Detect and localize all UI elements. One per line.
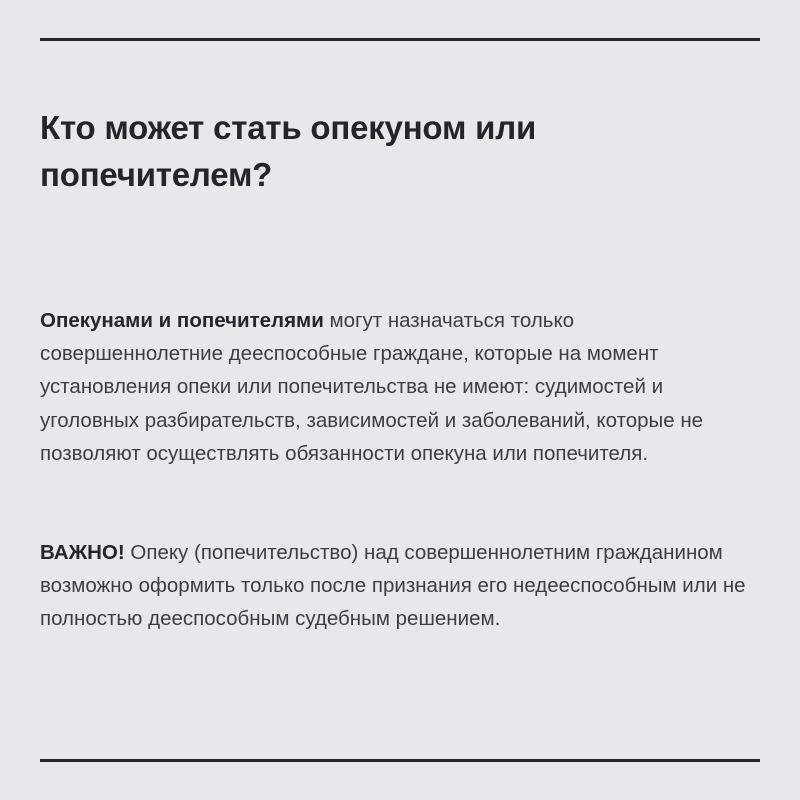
paragraph-eligibility-lead: Опекунами и попечителями <box>40 309 324 332</box>
top-divider <box>40 38 760 41</box>
page-title: Кто может стать опекуном или попечителем? <box>40 109 537 193</box>
paragraph-eligibility-text: могут назначаться только совершеннолетние дееспособные граждане, которые на момент установления опеки или попечительства не имеют: судимостей и уголовных разбирательств, зависимостей и заболеваний, которые не позволяют осуществлять обязанности опекуна или попечителя. <box>40 309 704 465</box>
paragraph-eligibility <box>40 304 760 470</box>
paragraph-important-text: Опеку (попечительство) над совершеннолетним гражданином возможно оформить только после признания его недееспособным или не полностью дееспособным судебным решением. <box>40 541 746 631</box>
paragraph-important <box>40 536 760 636</box>
paragraph-important-lead: ВАЖНО! <box>40 541 125 564</box>
bottom-divider <box>40 759 760 762</box>
